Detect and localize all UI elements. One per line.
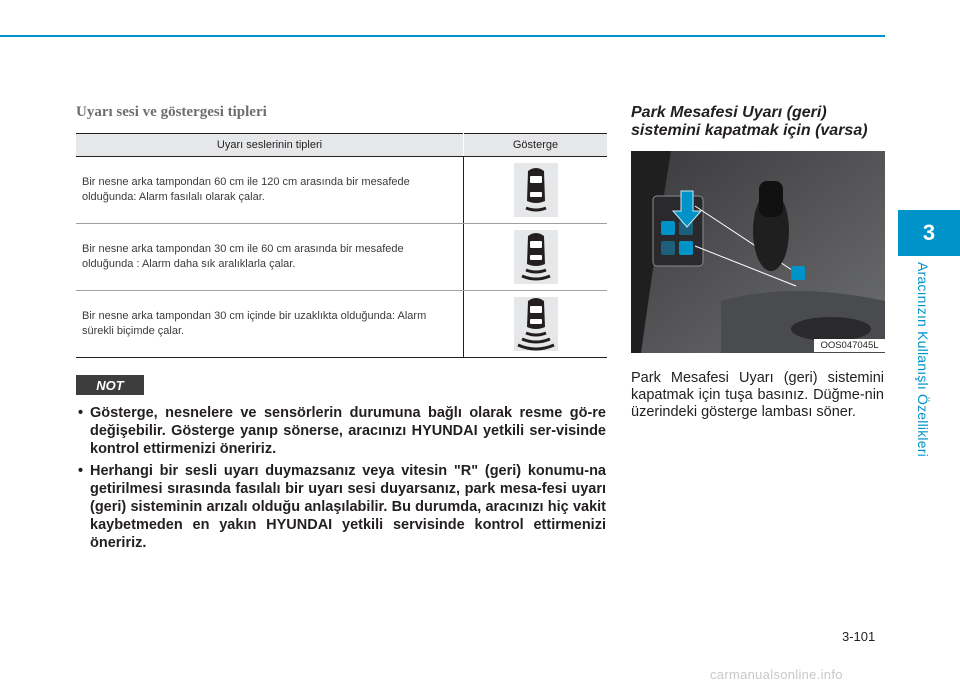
chapter-title: Aracınızın Kullanışlı Özellikleri: [915, 262, 931, 457]
note-list: [76, 404, 606, 556]
table-row: [76, 291, 607, 358]
subsection-body: Park Mesafesi Uyarı (geri) sistemini kapatmak için tuşa basınız. Düğme-nin üzerindeki gösterge lambası söner.: [631, 370, 884, 420]
image-code-label: OOS047045L: [814, 339, 885, 352]
table-row: [76, 224, 607, 291]
rear-sensor-2-arcs-icon: [514, 230, 558, 284]
note-item: • Herhangi bir sesli uyarı duymazsanız veya vitesin "R" (geri) konumu-na getirilmesi sırasında fasılalı bir uyarı sesi duyarsanız, park mesa-fesi uyarı (geri) sisteminin arızalı olduğu anlaşılabilir. Bu durumda, aracınızı hiç vakit kaybetmeden en yakın HYUNDAI yetkili servisinde kontrol ettirmenizi öneririz.: [76, 462, 606, 552]
table-cell-description: Bir nesne arka tampondan 30 cm içinde bir uzaklıkta olduğunda: Alarm sürekli biçimde çalar.: [76, 291, 464, 358]
page-number: 3-101: [842, 629, 876, 644]
rear-sensor-3-arcs-icon: [514, 297, 558, 351]
table-cell-description: Bir nesne arka tampondan 60 cm ile 120 cm arasında bir mesafede olduğunda: Alarm fasılalı olarak çalar.: [76, 157, 464, 224]
table-cell-description: Bir nesne arka tampondan 30 cm ile 60 cm arasında bir mesafede olduğunda : Alarm daha sık aralıklarla çalar.: [76, 224, 464, 291]
table-header-row: [76, 134, 607, 157]
table-header-tones: Uyarı seslerinin tipleri: [76, 134, 464, 157]
table-header-indicator: Gösterge: [464, 134, 608, 157]
note-item: • Gösterge, nesnelere ve sensörlerin durumuna bağlı olarak resme gö-re değişebilir. Gösterge yanıp sönerse, aracınızı HYUNDAI yetkili ser-visinde kontrol ettirmenizi öneririz.: [76, 404, 606, 458]
rear-sensor-1-arc-icon: [514, 163, 558, 217]
console-button-photo: [631, 151, 885, 353]
section-heading: Uyarı sesi ve göstergesi tipleri: [76, 104, 267, 120]
chapter-number-tab: 3: [898, 210, 960, 256]
subsection-title: Park Mesafesi Uyarı (geri) sistemini kapatmak için (varsa): [631, 104, 868, 139]
watermark-link[interactable]: carmanualsonline.info: [710, 667, 843, 682]
table-row: [76, 157, 607, 224]
warning-tone-table: [76, 133, 607, 358]
header-rule: [0, 35, 885, 37]
note-badge: NOT: [76, 375, 144, 395]
